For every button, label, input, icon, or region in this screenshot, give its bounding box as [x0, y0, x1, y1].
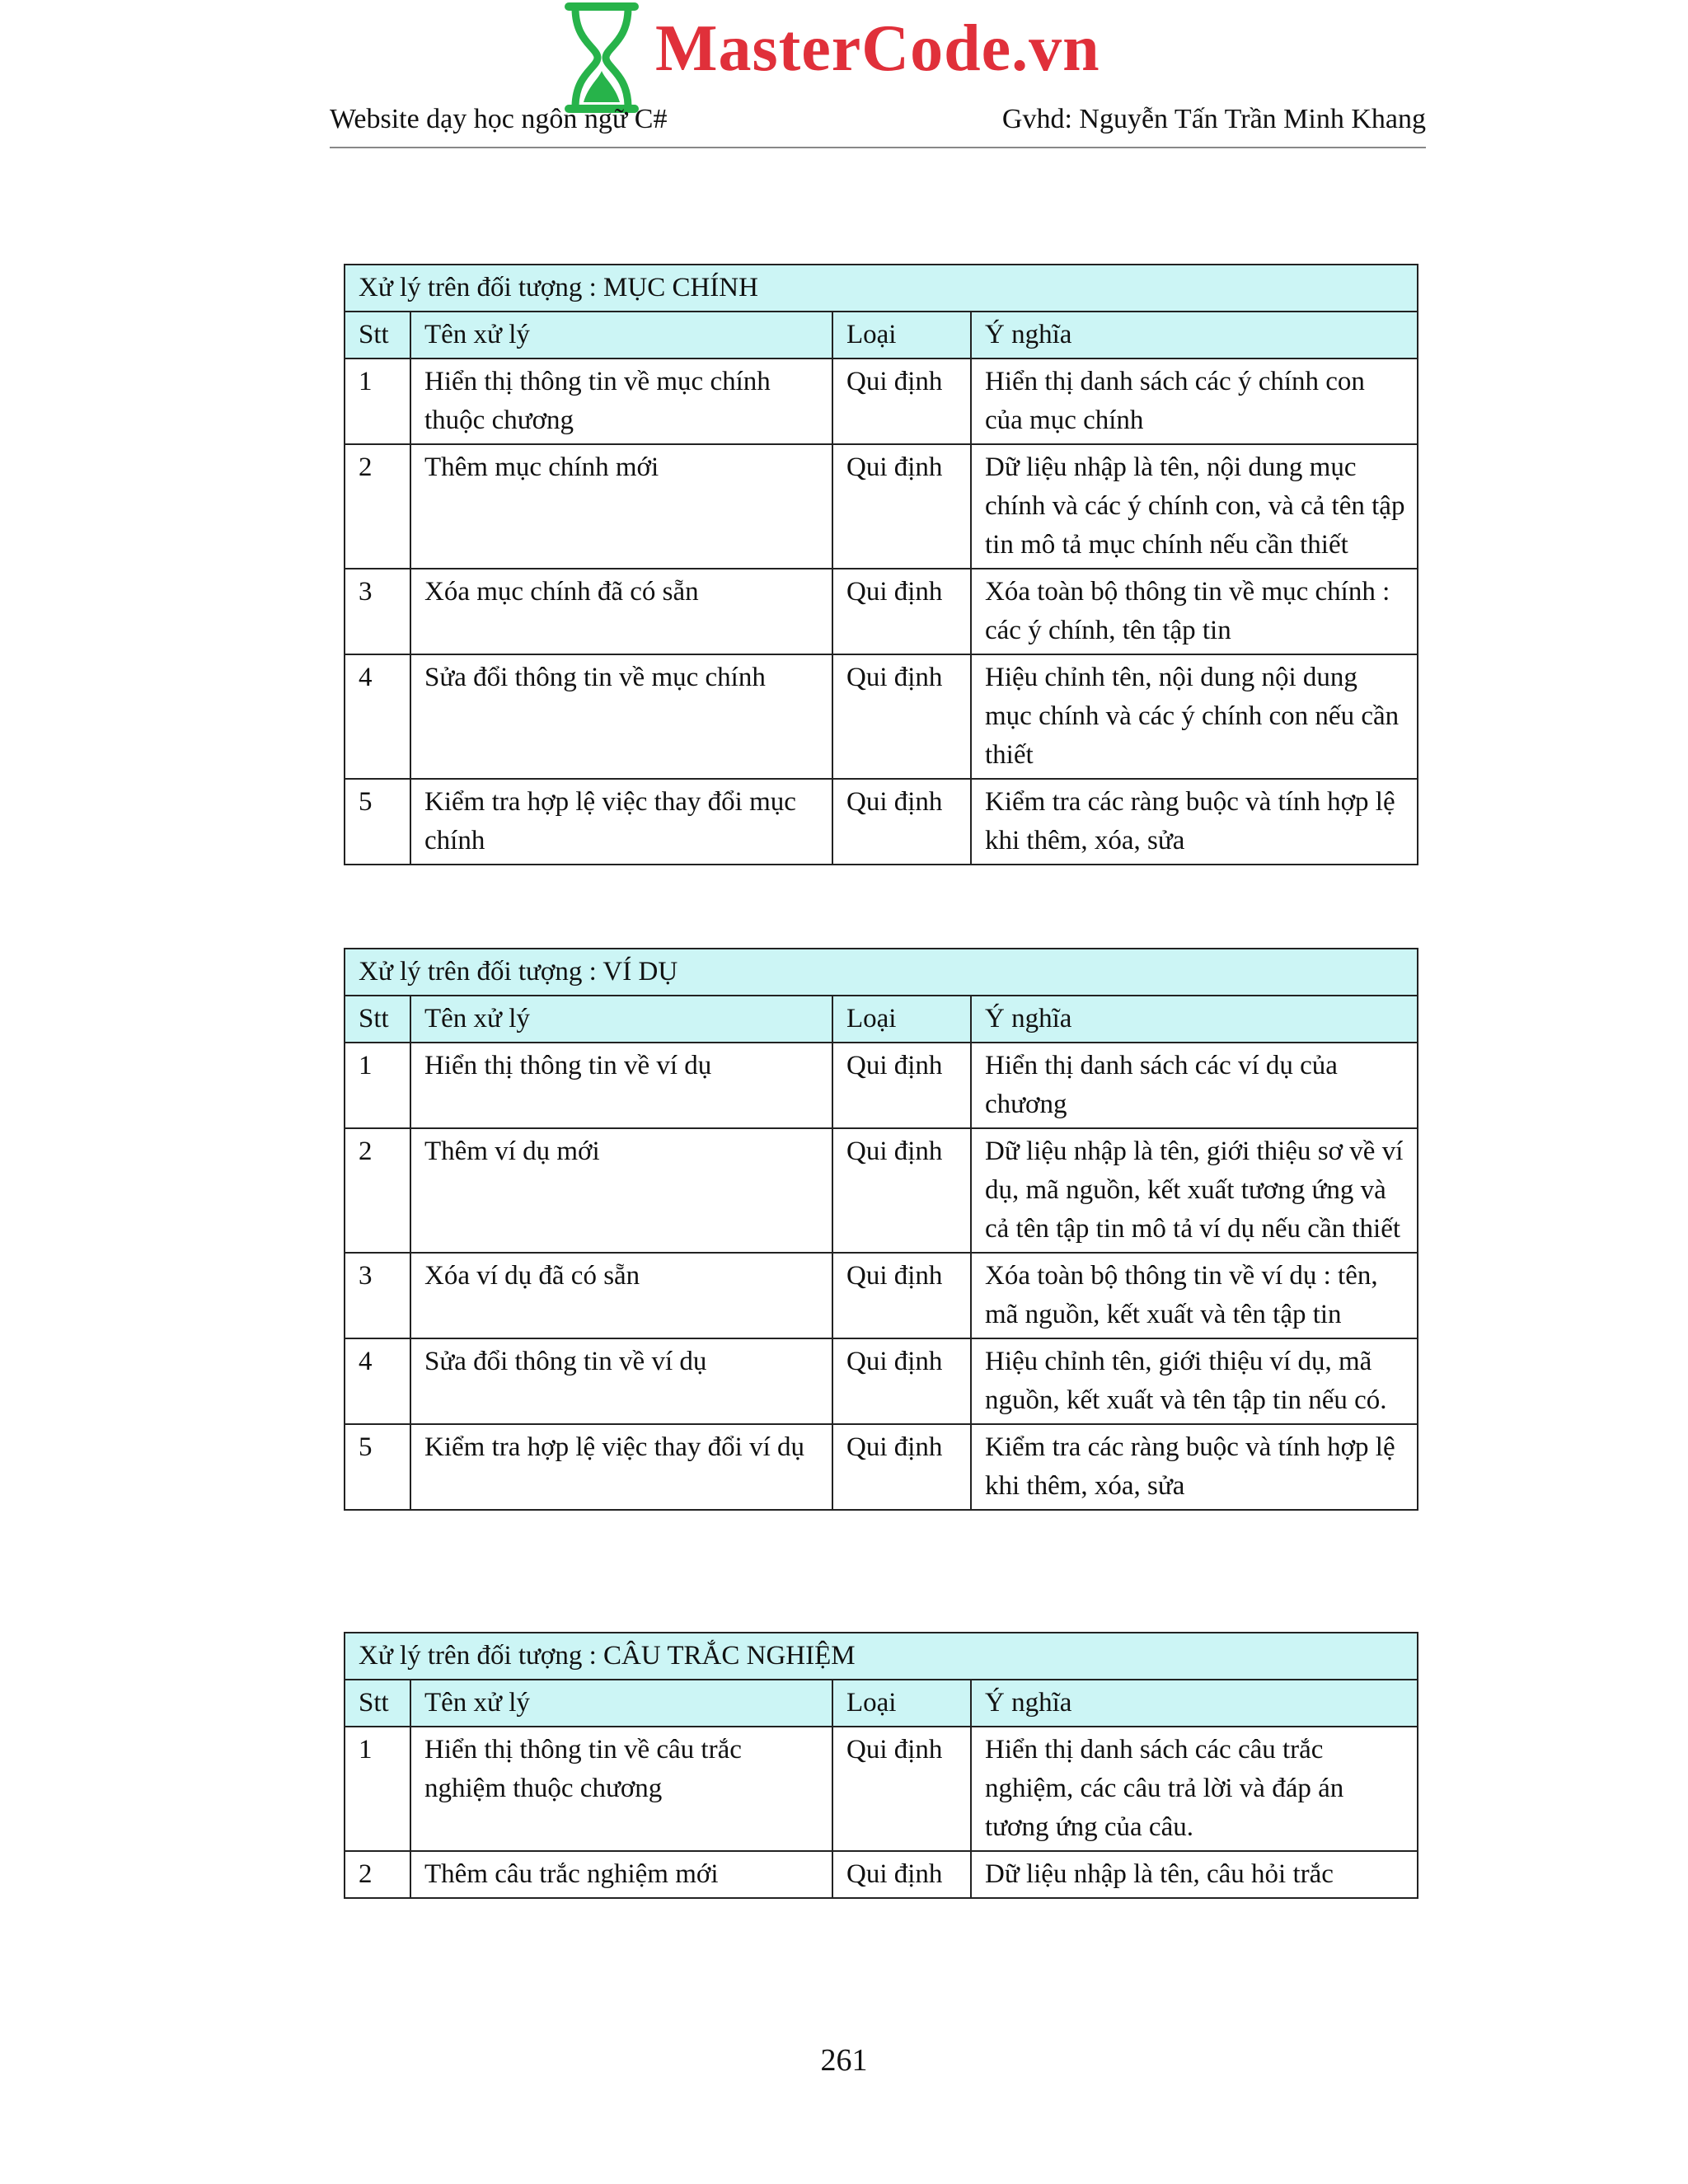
- col-header-meaning: Ý nghĩa: [971, 312, 1418, 359]
- header-divider: [330, 147, 1426, 148]
- table-title: Xử lý trên đối tượng : VÍ DỤ: [345, 949, 1418, 996]
- cell-stt: 2: [345, 444, 410, 569]
- table-title-row: [345, 949, 1418, 996]
- cell-name: Xóa mục chính đã có sẵn: [410, 569, 832, 654]
- hourglass-icon: [560, 0, 643, 115]
- table-row: [345, 444, 1418, 569]
- cell-meaning: Hiển thị danh sách các câu trắc nghiệm, các câu trả lời và đáp án tương ứng của câu.: [971, 1727, 1418, 1851]
- cell-type: Qui định: [832, 569, 971, 654]
- cell-meaning: Hiệu chỉnh tên, giới thiệu ví dụ, mã nguồn, kết xuất và tên tập tin nếu có.: [971, 1338, 1418, 1424]
- table-row: [345, 1851, 1418, 1898]
- cell-name: Sửa đổi thông tin về ví dụ: [410, 1338, 832, 1424]
- process-table: [344, 1632, 1418, 1899]
- table-row: [345, 1128, 1418, 1253]
- cell-meaning: Xóa toàn bộ thông tin về ví dụ : tên, mã nguồn, kết xuất và tên tập tin: [971, 1253, 1418, 1338]
- table-row: [345, 359, 1418, 444]
- table-row: [345, 1424, 1418, 1510]
- col-header-name: Tên xử lý: [410, 1680, 832, 1727]
- cell-type: Qui định: [832, 1253, 971, 1338]
- cell-type: Qui định: [832, 359, 971, 444]
- cell-type: Qui định: [832, 1727, 971, 1851]
- col-header-stt: Stt: [345, 1680, 410, 1727]
- cell-type: Qui định: [832, 1043, 971, 1128]
- cell-stt: 3: [345, 569, 410, 654]
- cell-type: Qui định: [832, 444, 971, 569]
- cell-type: Qui định: [832, 1338, 971, 1424]
- cell-stt: 1: [345, 1043, 410, 1128]
- cell-meaning: Hiệu chỉnh tên, nội dung nội dung mục chính và các ý chính con nếu cần thiết: [971, 654, 1418, 779]
- table-row: [345, 569, 1418, 654]
- cell-type: Qui định: [832, 1851, 971, 1898]
- table-title-row: [345, 1633, 1418, 1680]
- cell-stt: 1: [345, 1727, 410, 1851]
- table-header-row: [345, 1680, 1418, 1727]
- cell-name: Kiểm tra hợp lệ việc thay đổi ví dụ: [410, 1424, 832, 1510]
- cell-name: Thêm ví dụ mới: [410, 1128, 832, 1253]
- table-header-row: [345, 996, 1418, 1043]
- page-header: [330, 0, 1426, 152]
- cell-stt: 1: [345, 359, 410, 444]
- col-header-name: Tên xử lý: [410, 996, 832, 1043]
- cell-type: Qui định: [832, 654, 971, 779]
- table-row: [345, 1043, 1418, 1128]
- cell-meaning: Kiểm tra các ràng buộc và tính hợp lệ khi thêm, xóa, sửa: [971, 779, 1418, 865]
- cell-meaning: Xóa toàn bộ thông tin về mục chính : các ý chính, tên tập tin: [971, 569, 1418, 654]
- cell-name: Hiển thị thông tin về câu trắc nghiệm thuộc chương: [410, 1727, 832, 1851]
- cell-stt: 3: [345, 1253, 410, 1338]
- cell-stt: 4: [345, 1338, 410, 1424]
- cell-name: Sửa đổi thông tin về mục chính: [410, 654, 832, 779]
- cell-name: Xóa ví dụ đã có sẵn: [410, 1253, 832, 1338]
- cell-type: Qui định: [832, 1424, 971, 1510]
- cell-name: Thêm mục chính mới: [410, 444, 832, 569]
- cell-name: Kiểm tra hợp lệ việc thay đổi mục chính: [410, 779, 832, 865]
- cell-meaning: Dữ liệu nhập là tên, nội dung mục chính và các ý chính con, và cả tên tập tin mô tả mục chính nếu cần thiết: [971, 444, 1418, 569]
- cell-stt: 2: [345, 1851, 410, 1898]
- table-title: Xử lý trên đối tượng : MỤC CHÍNH: [345, 265, 1418, 312]
- mastercode-logo: [560, 0, 1352, 115]
- table-row: [345, 1253, 1418, 1338]
- cell-stt: 5: [345, 779, 410, 865]
- col-header-type: Loại: [832, 996, 971, 1043]
- col-header-type: Loại: [832, 1680, 971, 1727]
- col-header-meaning: Ý nghĩa: [971, 996, 1418, 1043]
- cell-meaning: Hiển thị danh sách các ví dụ của chương: [971, 1043, 1418, 1128]
- cell-meaning: Hiển thị danh sách các ý chính con của mục chính: [971, 359, 1418, 444]
- col-header-type: Loại: [832, 312, 971, 359]
- table-row: [345, 1338, 1418, 1424]
- cell-stt: 2: [345, 1128, 410, 1253]
- cell-stt: 4: [345, 654, 410, 779]
- page-number: 261: [820, 2043, 868, 2078]
- process-table: [344, 948, 1418, 1511]
- cell-name: Hiển thị thông tin về mục chính thuộc chương: [410, 359, 832, 444]
- table-header-row: [345, 312, 1418, 359]
- table-row: [345, 779, 1418, 865]
- cell-meaning: Dữ liệu nhập là tên, giới thiệu sơ về ví dụ, mã nguồn, kết xuất tương ứng và cả tên tập tin mô tả ví dụ nếu cần thiết: [971, 1128, 1418, 1253]
- cell-stt: 5: [345, 1424, 410, 1510]
- logo-text: MasterCode.vn: [655, 12, 1100, 85]
- cell-type: Qui định: [832, 1128, 971, 1253]
- header-instructor: Gvhd: Nguyễn Tấn Trần Minh Khang: [1001, 104, 1426, 134]
- col-header-meaning: Ý nghĩa: [971, 1680, 1418, 1727]
- table-row: [345, 1727, 1418, 1851]
- cell-name: Thêm câu trắc nghiệm mới: [410, 1851, 832, 1898]
- cell-name: Hiển thị thông tin về ví dụ: [410, 1043, 832, 1128]
- col-header-stt: Stt: [345, 312, 410, 359]
- process-table: [344, 264, 1418, 865]
- cell-type: Qui định: [832, 779, 971, 865]
- col-header-stt: Stt: [345, 996, 410, 1043]
- cell-meaning: Kiểm tra các ràng buộc và tính hợp lệ khi thêm, xóa, sửa: [971, 1424, 1418, 1510]
- table-title-row: [345, 265, 1418, 312]
- col-header-name: Tên xử lý: [410, 312, 832, 359]
- table-title: Xử lý trên đối tượng : CÂU TRẮC NGHIỆM: [345, 1633, 1418, 1680]
- cell-meaning: Dữ liệu nhập là tên, câu hỏi trắc: [971, 1851, 1418, 1898]
- table-row: [345, 654, 1418, 779]
- header-site-title: Website dạy học ngôn ngữ C#: [330, 104, 668, 134]
